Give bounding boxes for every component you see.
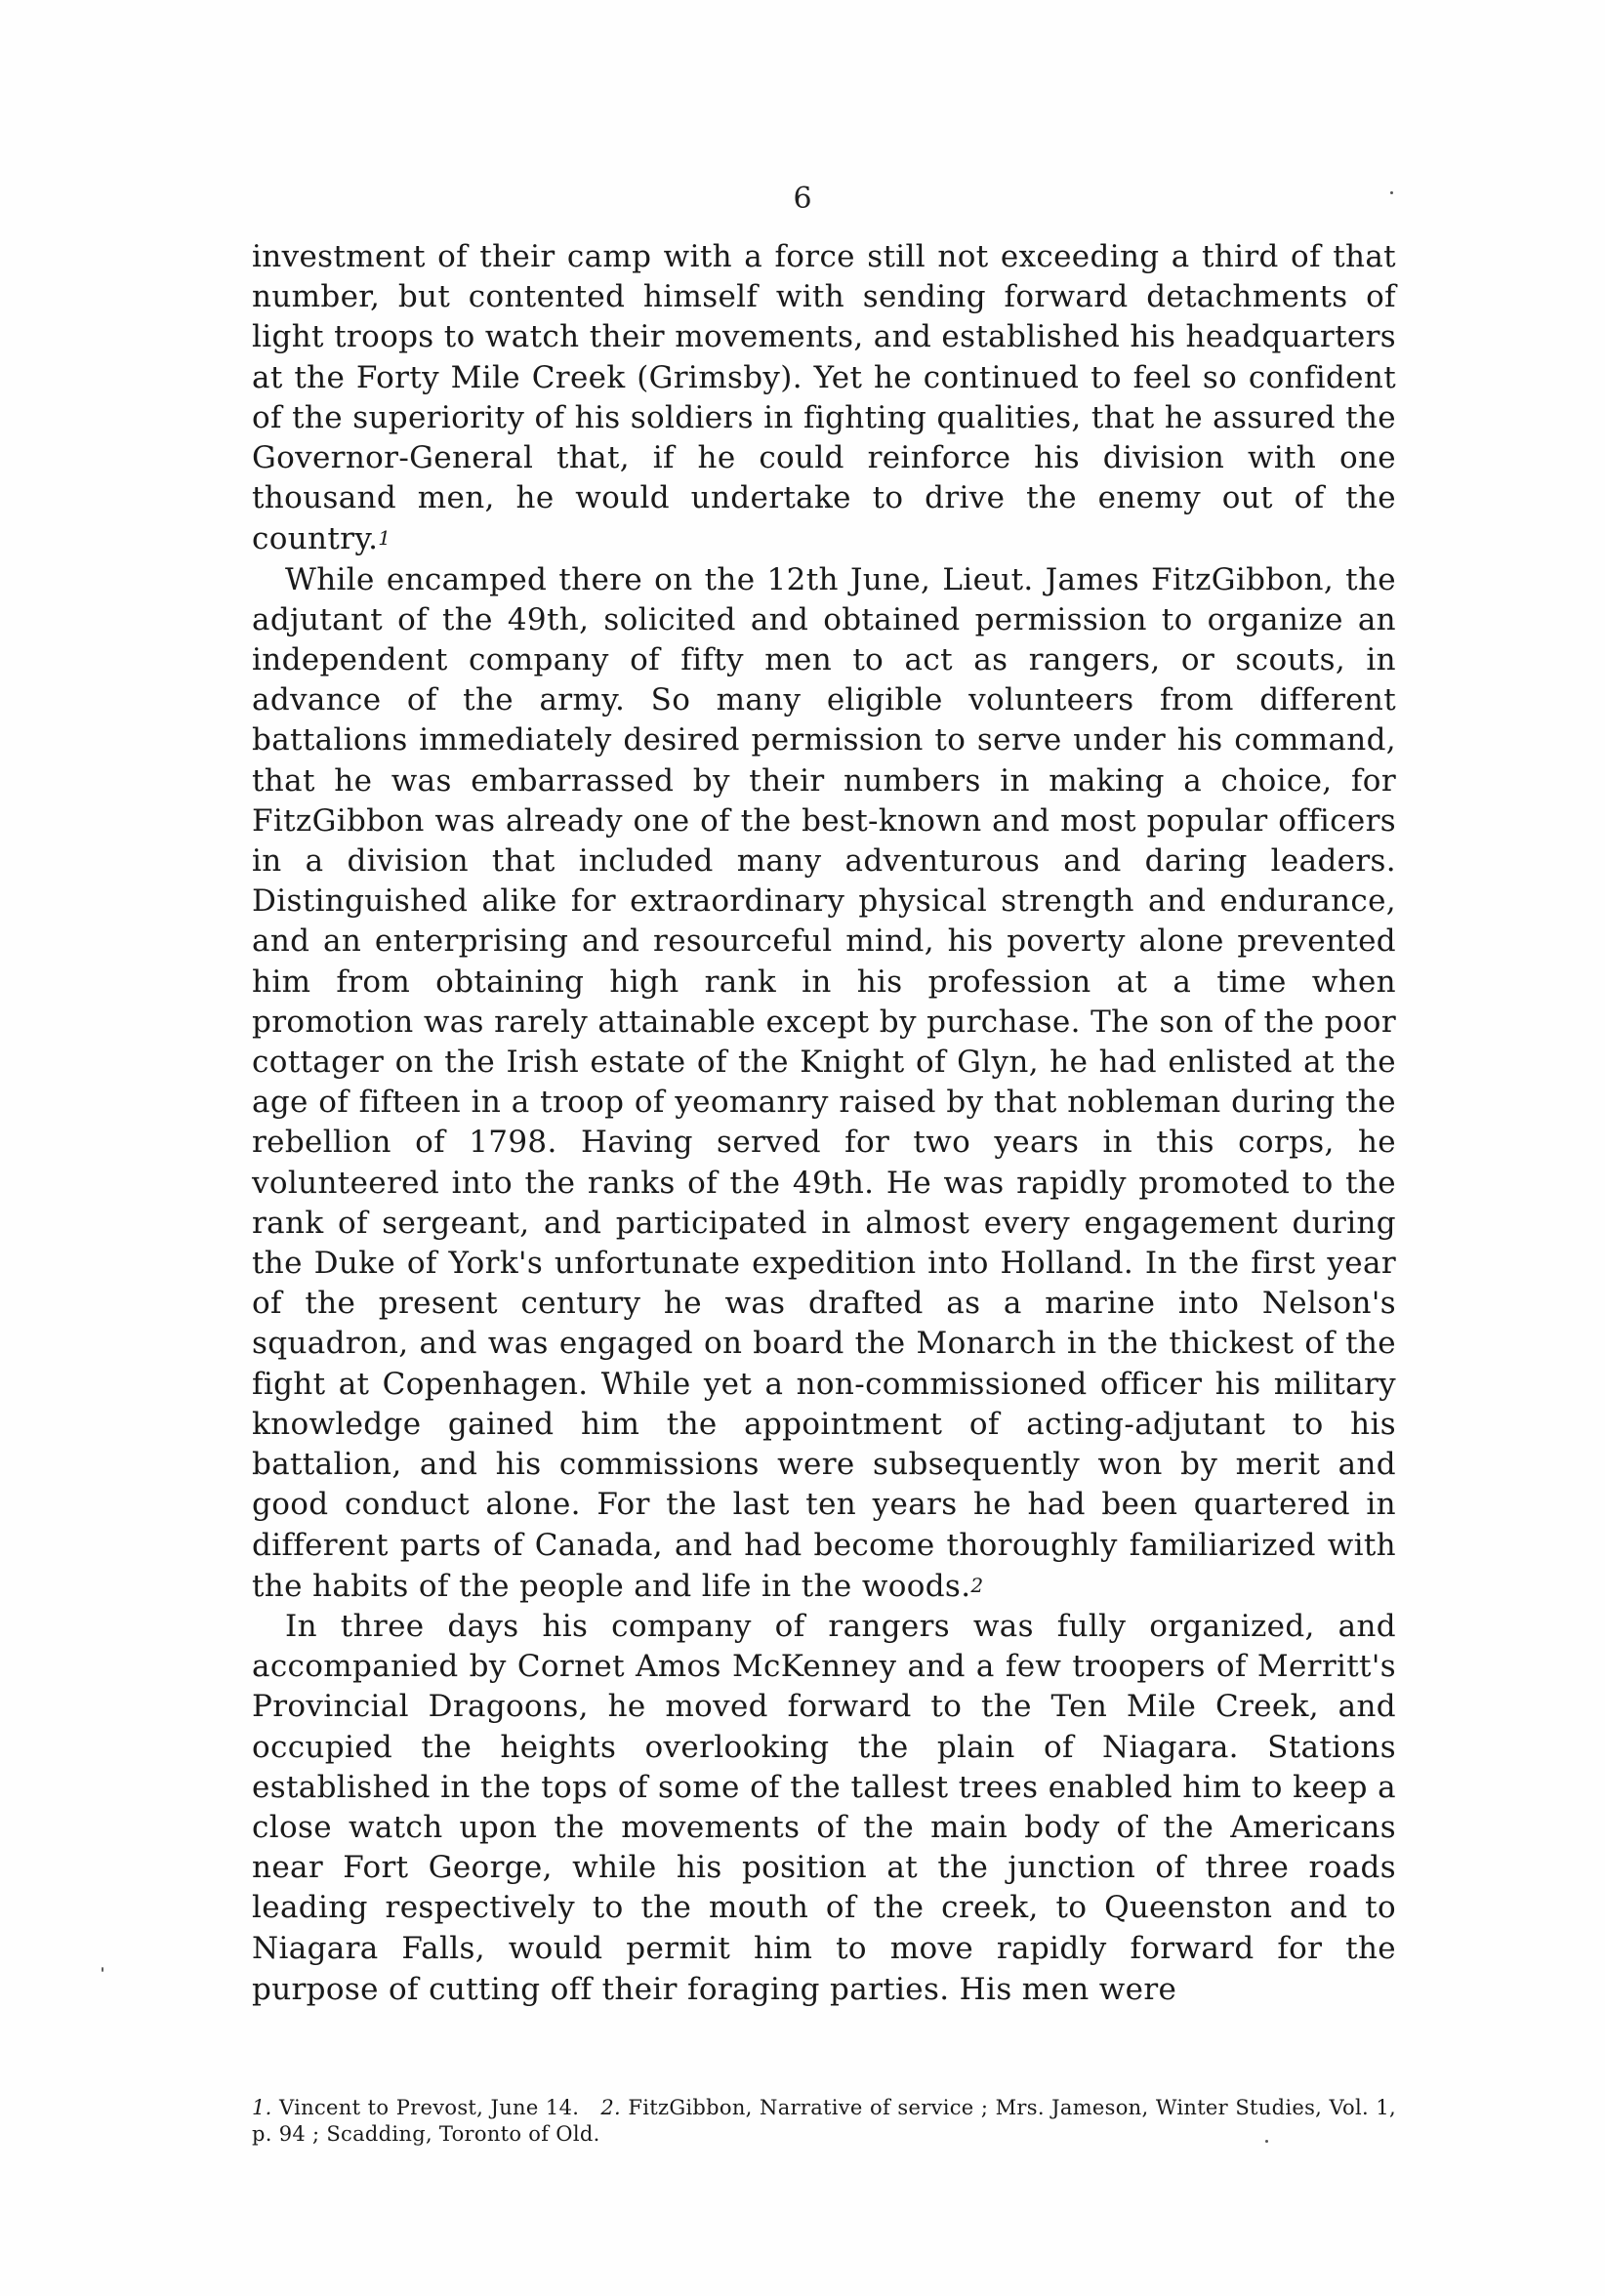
- footnote-number: 1.: [252, 2096, 272, 2119]
- paragraph-text: In three days his company of rangers was fully organized, and accompanied by Cornet Amos McKenney and a few troopers of Merritt's Provincial Dragoons, he moved forward to the Ten Mile Creek, and occupied the heights overlooking the plain of Niagara. Stations established in the tops of some of the tallest trees enabled him to keep a close watch upon the movements of the main body of the Americans near Fort George, while his position at the junction of three roads leading respectively to the mouth of the creek, to Queenston and to Niagara Falls, would permit him to move rapidly forward for the purpose of cutting off their foraging parties. His men were: [252, 1608, 1396, 2007]
- footnote: [252, 2096, 579, 2119]
- paragraph: [252, 1607, 1396, 2010]
- scan-speck: [1265, 2140, 1268, 2143]
- footnotes: [252, 2095, 1396, 2148]
- paragraph: [252, 560, 1396, 1607]
- page-number: 6: [793, 182, 812, 216]
- footnote-text: Vincent to Prevost, June 14.: [279, 2096, 580, 2119]
- footnote-reference: 2: [970, 1573, 984, 1597]
- paragraph: [252, 237, 1396, 560]
- footnote-number: 2.: [600, 2096, 621, 2119]
- paragraph-text: investment of their camp with a force still not exceeding a third of that number, but contented himself with sending forward detachments of light troops to watch their movements, and established his headquarters at the Forty Mile Creek (Grimsby). Yet he continued to feel so confident of the superiority of his soldiers in fighting qualities, that he assured the Governor-General that, if he could reinforce his division with one thousand men, he would undertake to drive the enemy out of the country.: [252, 239, 1396, 557]
- footnote-reference: 1: [378, 526, 391, 551]
- scan-speck: [102, 1967, 103, 1972]
- body-text: [252, 237, 1396, 2010]
- paragraph-text: While encamped there on the 12th June, Lieut. James FitzGibbon, the adjutant of the 49th, solicited and obtained permission to organize an independent company of fifty men to act as rangers, or scouts, in advance of the army. So many eligible volunteers from different battalions immediately desired permission to serve under his command, that he was embarrassed by their numbers in making a choice, for FitzGibbon was already one of the best-known and most popular officers in a division that included many adventurous and daring leaders. Distinguished alike for extraordinary physical strength and endurance, and an enterprising and resourceful mind, his poverty alone prevented him from obtaining high rank in his profession at a time when promotion was rarely attainable except by purchase. The son of the poor cottager on the Irish estate of the Knight of Glyn, he had enlisted at the age of fifteen in a troop of yeomanry raised by that nobleman during the rebellion of 1798. Having served for two years in this corps, he volunteered into the ranks of the 49th. He was rapidly promoted to the rank of sergeant, and participated in almost every engagement during the Duke of York's unfortunate expedition into Holland. In the first year of the present century he was drafted as a marine into Nelson's squadron, and was engaged on board the Monarch in the thickest of the fight at Copenhagen. While yet a non-commissioned officer his military knowledge gained him the appointment of acting-adjutant to his battalion, and his commissions were subsequently won by merit and good conduct alone. For the last ten years he had been quartered in different parts of Canada, and had become thoroughly familiarized with the habits of the people and life in the woods.: [252, 561, 1396, 1604]
- footnote-text: FitzGibbon, Narrative of service ; Mrs. Jameson, Winter Studies, Vol. 1, p. 94 ; Scadding, Toronto of Old.: [252, 2096, 1396, 2146]
- scan-speck: [1390, 191, 1393, 194]
